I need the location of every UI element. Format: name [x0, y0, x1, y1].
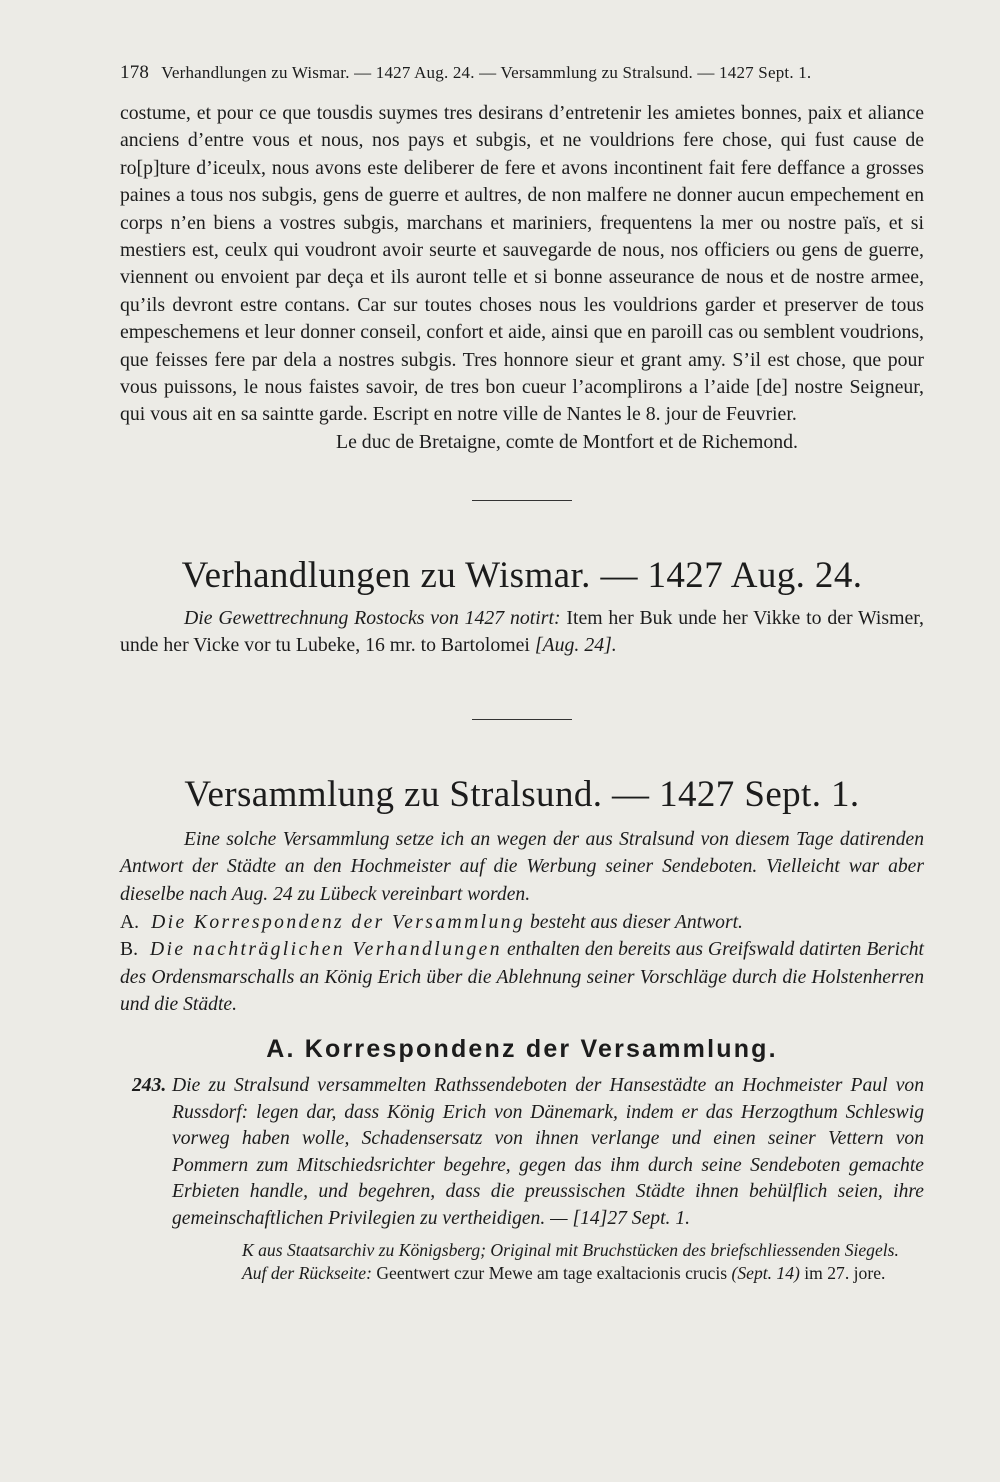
item-b-label: B.: [120, 939, 138, 961]
item-a-rest: besteht aus dieser Antwort.: [525, 911, 743, 933]
intro-item-a: [120, 909, 924, 937]
note-text: Item her Buk unde her Vikke to der Wismer, unde her Vicke vor tu Lubeke, 16 mr. to Bartolomei: [120, 606, 924, 656]
item-a-spaced: Die Korrespondenz der Versammlung: [151, 911, 526, 933]
source-italic: K aus Staatsarchiv zu Königsberg; Original mit Bruchstücken des briefschliessenden Siegels. Auf der Rückseite:: [242, 1239, 899, 1284]
document-number: 243.: [132, 1075, 167, 1097]
item-a-label: A.: [120, 911, 140, 933]
letter-paragraph: costume, et pour ce que tousdis suymes tres desirans d’entretenir les amietes bonnes, paix et aliance anciens d’entre vous et nous, nos pays et subgis, et ne vouldrions fere chose, qui fust cause de ro[p]ture d’iceulx, nous avons este deliberer de fere et avons incontinent fait fere deffance a grosses paines a tous nos subgis, gens de guerre et aultres, de non malfere ne donner aucun empechement en corps n’en biens a vostres subgis, marchans et mariniers, frequentens la mer ou nostre païs, et si mestiers est, ceulx qui voudront avoir seurte et sauvegarde de nous, nos officiers ou gens de guerre, viennent ou envoient par deça et ils auront telle et si bonne asseurance de nous et de nostre armee, qu’ils devront estre contans. Car sur toutes choses nous les vouldrions garder et preserver de tous empeschemens et leur donner conseil, confort et aide, ainsi que en paroill cas ou semblent voudrions, que feisses fere par dela a nostres subgis. Tres honnore sieur et grant amy. S’il est chose, que pour vous puissons, le nous faistes savoir, de tres bon cueur l’acomplirons a l’aide [de] nostre Seigneur, qui vous ait en sa saintte garde. Escript en notre ville de Nantes le 8. jour de Feuvrier.: [120, 102, 924, 426]
source-date: (Sept. 14): [731, 1263, 800, 1284]
section-intro-stralsund: [120, 826, 924, 1019]
source-end: im 27. jore.: [799, 1263, 886, 1284]
document-summary: Die zu Stralsund versammelten Rathssendeboten der Hansestädte an Hochmeister Paul von Russdorf: legen dar, dass König Erich von Dänemark, indem er das Herzogthum Schleswig vorweg haben wolle, Schadensersatz von ihnen verlange und einen seiner Vettern von Pommern zum Mitschiedsrichter begehre, gegen das ihm durch seine Sendeboten gemachte Erbieten handle, und begehren, dass die preussischen Städte ihnen behülflich seien, ihre gemeinschaftlichen Privilegien zu vertheidigen. — [14]27 Sept. 1.: [172, 1075, 924, 1229]
section-title-wismar: Verhandlungen zu Wismar. — 1427 Aug. 24.: [181, 554, 863, 596]
intro-item-b: [120, 936, 924, 1019]
section-title-stralsund: Versammlung zu Stralsund. — 1427 Sept. 1.: [184, 773, 860, 815]
item-b-spaced: Die nachträglichen Verhandlungen: [149, 939, 502, 961]
subsection-title: A. Korrespondenz der Versammlung.: [266, 1035, 778, 1064]
document-source: [172, 1239, 924, 1286]
running-head: [120, 62, 924, 84]
running-head-text: Verhandlungen zu Wismar. — 1427 Aug. 24. — Versammlung zu Stralsund. — 1427 Sept. 1.: [161, 63, 812, 82]
intro-text: Eine solche Versammlung setze ich an wegen der aus Stralsund von diesem Tage datirenden Antwort der Städte an den Hochmeister auf die Werbung seiner Sendeboten. Vielleicht war aber dieselbe nach Aug. 24 zu Lübeck vereinbart worden.: [120, 828, 924, 906]
letter-body: [120, 100, 924, 429]
page-number: 178: [120, 62, 150, 83]
note-date: [Aug. 24].: [534, 633, 617, 656]
source-plain: Geentwert czur Mewe am tage exaltacionis crucis: [371, 1263, 732, 1284]
note-source: Die Gewettrechnung Rostocks von 1427 notirt:: [184, 606, 561, 629]
letter-signature: Le duc de Bretaigne, comte de Montfort et de Richemond.: [336, 430, 798, 453]
section-divider: [472, 500, 572, 501]
document-entry: [120, 1073, 924, 1233]
item-b-rest: enthalten den bereits aus Greifswald datirten Bericht des Ordensmarschalls an König Erich über die Ablehnung seiner Vorschläge durch die Holstenherren und die Städte.: [120, 939, 924, 1016]
section-note-wismar: [120, 605, 924, 659]
section-divider: [472, 719, 572, 720]
